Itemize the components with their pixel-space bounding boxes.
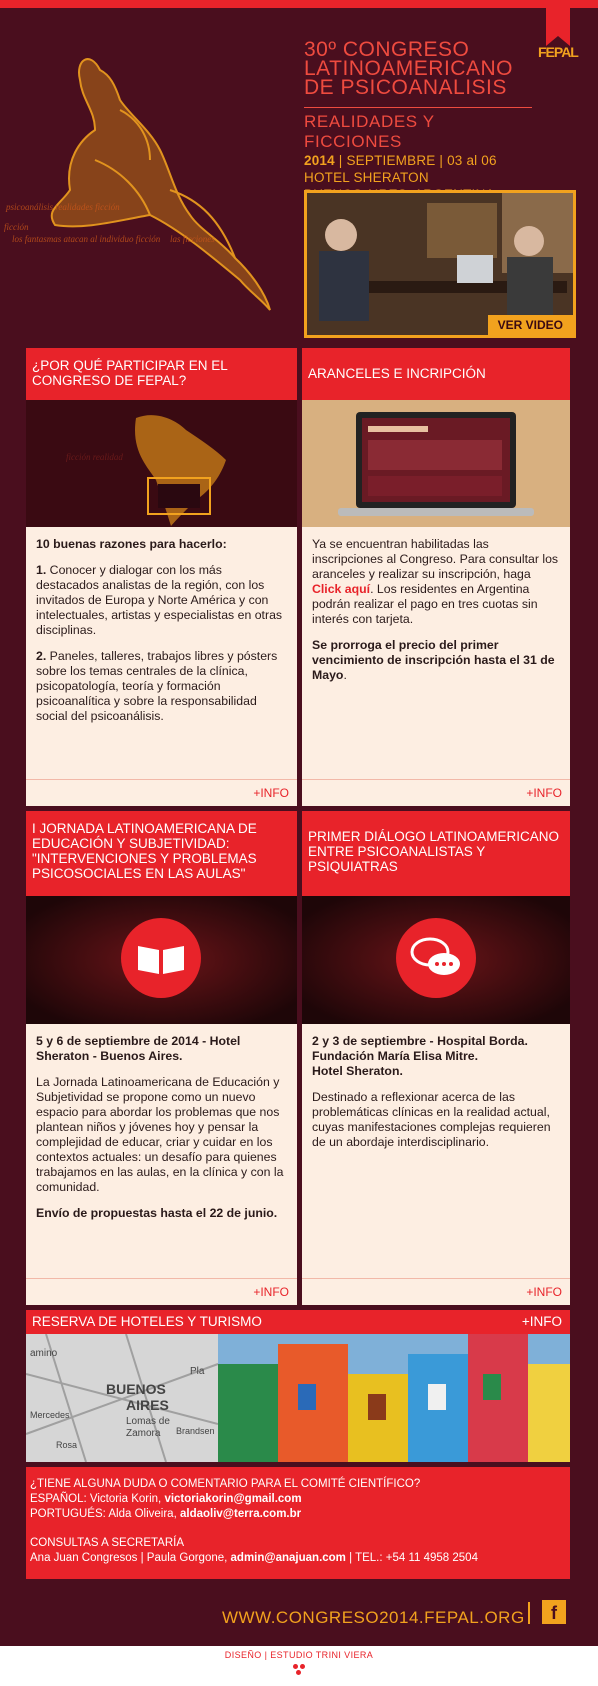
hotel-section (26, 1310, 570, 1462)
svg-text:ficción: ficción (4, 222, 29, 232)
bookmark-ribbon (546, 0, 570, 36)
card-why-participate (26, 348, 297, 806)
map-word-5: Zamora (126, 1428, 161, 1439)
secretaria-title: CONSULTAS A SECRETARÍA (30, 1537, 185, 1549)
map-word-2: BUENOS (106, 1381, 166, 1397)
contact-portuguese (30, 1507, 301, 1522)
dialogo-place-2: Fundación María Elisa Mitre. (312, 1049, 479, 1063)
dialogo-place-3: Hotel Sheraton. (312, 1064, 403, 1078)
card-why-footer (26, 779, 297, 806)
contact-spanish-email[interactable]: victoriakorin@gmail.com (164, 1493, 302, 1505)
committee-question: ¿TIENE ALGUNA DUDA O COMENTARIO PARA EL COMITÉ CIENTÍFICO? (30, 1478, 421, 1490)
laptop-image (302, 400, 570, 527)
book-image (26, 896, 297, 1024)
map-word-1: amino (30, 1348, 58, 1359)
top-bar (0, 0, 598, 8)
fees-period: . (343, 668, 347, 682)
title-line-3: DE PSICOANALISIS (304, 76, 507, 99)
design-credit[interactable]: DISEÑO | ESTUDIO TRINI VIERA (224, 1650, 374, 1660)
fees-deadline-text: Se prorroga el precio del primer vencimiento de inscripción hasta el 31 de Mayo (312, 638, 555, 682)
reason-1-text: Conocer y dialogar con los más destacados analistas de la región, con los invitados de Europa y Norte América y con intelectuales, artistas y especialistas en otras disciplinas. (36, 563, 283, 637)
la-boca-houses-image (218, 1334, 570, 1462)
reason-2-number: 2. (36, 649, 47, 663)
title-line-2: LATINOAMERICANO (304, 57, 513, 80)
watch-video-button[interactable]: VER VIDEO (488, 315, 573, 335)
congress-venue: HOTEL SHERATON (304, 170, 429, 185)
reason-2-text: Paneles, talleres, trabajos libres y pósters sobre los temas centrales de la clínica, psicopatología, teoría y formación psicoanalítica y sobre la responsabilidad social del psicoanálisis. (36, 649, 278, 723)
map-word-4: Lomas de (126, 1416, 170, 1427)
fepal-logo[interactable]: FEPAL (538, 44, 578, 60)
card-jornada-body (36, 1034, 287, 1232)
title-line-1: 30º CONGRESO (304, 38, 470, 61)
reason-1-number: 1. (36, 563, 47, 577)
card-dialogo (302, 811, 570, 1305)
video-thumbnail[interactable] (304, 190, 576, 338)
svg-text:las ficciones: las ficciones (170, 234, 215, 244)
buenos-aires-map-image (26, 1334, 218, 1462)
card-fees (302, 348, 570, 806)
card-dialogo-title[interactable]: PRIMER DIÁLOGO LATINOAMERICANO ENTRE PSICOANALISTAS Y PSIQUIATRAS (302, 811, 570, 896)
card-jornada-description: La Jornada Latinoamericana de Educación y Subjetividad se propone como un nuevo espacio para abordar los problemas que nos plantean niños y jóvenes hoy y pensar la complejidad de educar, criar y cuidar en los contextos actuales: un desafío para quienes trabajamos en las aulas, en la clínica y con la comunidad. (36, 1075, 284, 1194)
hotel-title: RESERVA DE HOTELES Y TURISMO (32, 1314, 262, 1329)
secretaria-label: Ana Juan Congresos | Paula Gorgone, (30, 1552, 231, 1564)
card-dialogo-description: Destinado a reflexionar acerca de las problemáticas clínicas en la realidad actual, cuyas manifestaciones complejas requieren de un abordaje interdisciplinario. (312, 1090, 551, 1149)
svg-text:los fantasmas atacan al indivi: los fantasmas atacan al individuo ficción (12, 234, 161, 244)
map-word-8: Rosa (56, 1440, 78, 1450)
card-fees-title[interactable]: ARANCELES E INCRIPCIÓN (302, 348, 570, 400)
svg-text:ficción realidad: ficción realidad (66, 452, 123, 462)
card-jornada (26, 811, 297, 1305)
fees-text-a: Ya se encuentran habilitadas las inscripciones al Congreso. Para consultar los aranceles y realizar su inscripción, haga (312, 537, 559, 581)
card-dialogo-body (312, 1034, 560, 1161)
hero-illustration (0, 30, 300, 340)
fees-click-here-link[interactable]: Click aquí (312, 582, 371, 596)
card-dialogo-footer (302, 1278, 570, 1305)
congress-title-block (304, 40, 538, 203)
card-why-heading: 10 buenas razones para hacerlo: (36, 537, 227, 551)
card-jornada-footer (26, 1278, 297, 1305)
contact-section (26, 1467, 570, 1579)
map-word-7: Pla (190, 1366, 205, 1377)
secretaria-phone: | TEL.: +54 11 4958 2504 (345, 1552, 478, 1564)
secretaria-contact (30, 1551, 478, 1566)
card-fees-more-link[interactable]: +INFO (526, 786, 562, 800)
dialogo-place-1: 2 y 3 de septiembre - Hospital Borda. (312, 1034, 528, 1048)
facebook-icon[interactable]: f (542, 1600, 566, 1624)
fees-paragraph-1 (312, 537, 560, 627)
card-why-body (36, 537, 287, 735)
congress-subtitle: REALIDADES Y FICCIONES (304, 107, 532, 152)
map-word-3: AIRES (126, 1397, 169, 1413)
card-jornada-deadline: Envío de propuestas hasta el 22 de junio. (36, 1206, 278, 1220)
reason-2 (36, 649, 287, 724)
contact-spanish (30, 1492, 302, 1507)
contact-portuguese-email[interactable]: aldaoliv@terra.com.br (179, 1508, 302, 1520)
chat-bubbles-image (302, 896, 570, 1024)
card-why-title[interactable]: ¿POR QUÉ PARTICIPAR EN EL CONGRESO DE FEPAL? (26, 348, 297, 400)
card-why-more-link[interactable]: +INFO (253, 786, 289, 800)
congress-dates (304, 152, 538, 169)
website-link[interactable]: WWW.CONGRESO2014.FEPAL.ORG (222, 1608, 525, 1627)
fees-paragraph-2 (312, 638, 560, 683)
card-jornada-title[interactable]: I JORNADA LATINOAMERICANA DE EDUCACIÓN Y SUBJETIVIDAD: "INTERVENCIONES Y PROBLEMAS PSICOSOCIALES EN LAS AULAS" (26, 811, 297, 896)
hotel-more-link[interactable]: +INFO (521, 1314, 562, 1329)
card-dialogo-more-link[interactable]: +INFO (526, 1285, 562, 1299)
reason-1 (36, 563, 287, 638)
latin-america-map-image (26, 400, 297, 527)
contact-spanish-label: ESPAÑOL: Victoria Korin, (30, 1493, 165, 1505)
contact-portuguese-label: PORTUGUÉS: Alda Oliveira, (30, 1508, 180, 1520)
secretaria-email[interactable]: admin@anajuan.com (230, 1552, 346, 1564)
card-fees-footer (302, 779, 570, 806)
card-fees-body (312, 537, 560, 694)
hotel-header[interactable] (26, 1310, 570, 1334)
footer-divider (528, 1602, 530, 1624)
congress-year: 2014 (304, 153, 335, 168)
map-word-9: Brandsen (176, 1426, 215, 1436)
map-word-6: Mercedes (30, 1410, 70, 1420)
fees-text-b: . Los residentes en Argentina podrán realizar el pago en tres cuotas sin interés con tarjeta. (312, 582, 538, 626)
svg-text:psicoanálisis realidades ficci: psicoanálisis realidades ficción (6, 202, 120, 212)
card-jornada-more-link[interactable]: +INFO (253, 1285, 289, 1299)
video-scene (307, 193, 573, 335)
card-jornada-heading: 5 y 6 de septiembre de 2014 - Hotel Sheraton - Buenos Aires. (36, 1034, 241, 1063)
congress-date-range: | SEPTIEMBRE | 03 al 06 (334, 153, 497, 168)
